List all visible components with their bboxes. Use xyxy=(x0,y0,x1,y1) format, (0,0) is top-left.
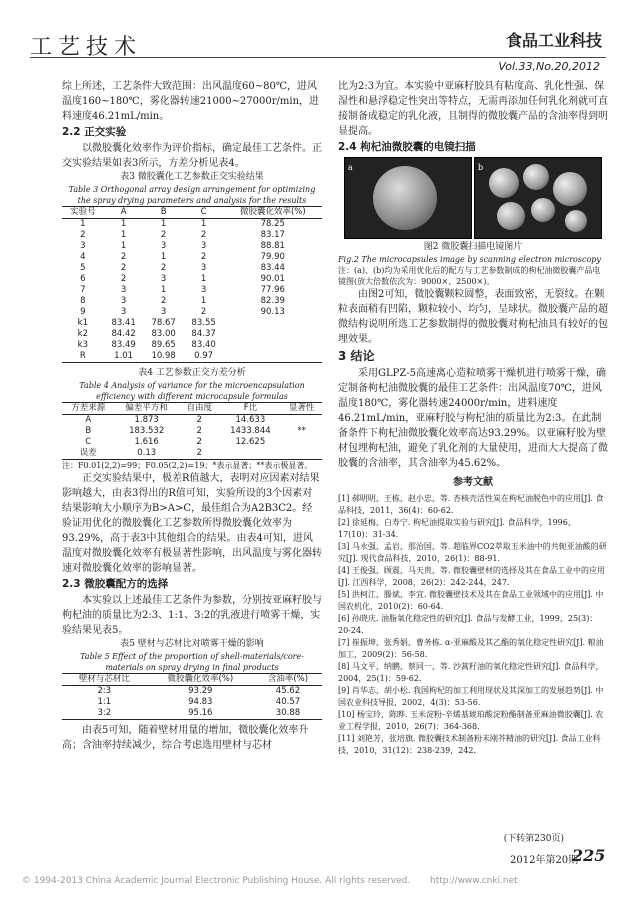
table-cell: 82.39 xyxy=(260,296,285,306)
table-cell: 83.17 xyxy=(260,230,285,240)
table-header: B xyxy=(160,207,167,217)
table-cell: 2 xyxy=(196,448,202,458)
table-cell: 83.40 xyxy=(191,340,216,350)
table-cell: 3 xyxy=(120,296,127,306)
table-header: 含油率(%) xyxy=(267,674,309,684)
table-cell: 93.29 xyxy=(188,686,213,696)
table-cell: 3 xyxy=(160,274,167,284)
reference-item: [3] 马永强，孟岩，那治国，等. 超临界CO2萃取玉米油中的共轭亚油酸的研究[J]. 现代食品科技，2010，26(1)：88-91. xyxy=(338,542,607,563)
table-cell: 2 xyxy=(120,252,127,262)
table-cell: 2 xyxy=(200,307,207,317)
table-cell: 1433.844 xyxy=(230,426,271,436)
table-header: 显著性 xyxy=(288,403,315,413)
table-cell: 1 xyxy=(160,219,167,229)
table-cell: 3 xyxy=(120,285,127,295)
table-cell xyxy=(281,415,322,427)
paragraph: 由图2可知，微胶囊颗粒圆整，表面致密，无裂纹。在颗粒表面稍有凹陷，颗粒较小、均匀，呈球状。微胶囊产品的超微结构说明所选工艺参数制得的微胶囊对枸杞油具有较好的包埋效果。 xyxy=(338,289,608,345)
table-row xyxy=(62,263,322,274)
table-3 xyxy=(62,206,322,363)
table-row xyxy=(62,426,322,437)
table-cell: 9 xyxy=(80,307,86,317)
table-caption: 表3 微胶囊化工艺参数正交实验结果 xyxy=(120,172,264,182)
table-cell: 3 xyxy=(200,285,207,295)
header-rule xyxy=(30,57,606,58)
footer-url: http://www.cnki.net xyxy=(430,876,518,886)
table-cell: 88.81 xyxy=(260,241,285,251)
table-cell: 3 xyxy=(200,263,207,273)
table-cell: 183.532 xyxy=(129,426,165,436)
table-cell: 1.616 xyxy=(134,437,159,447)
paragraph: 本实验以上述最佳工艺条件为参数，分别按亚麻籽胶与枸杞油的质量比为2:3、1:1、3:2的乳液进行喷雾干燥，实验结果见表5。 xyxy=(62,595,322,636)
figure-caption-en: Fig.2 The microcapsules image by scanning electron microscopy xyxy=(338,255,601,264)
table-cell: 1:1 xyxy=(97,697,112,707)
table-cell: 83.55 xyxy=(191,318,216,328)
table-cell: R xyxy=(79,351,86,361)
table-caption-en: Table 5 Effect of the proportion of shell-materials/core-materials on spray drying in final products xyxy=(80,652,304,672)
table-cell: 2 xyxy=(160,230,167,240)
table-cell: 45.62 xyxy=(275,686,301,696)
section-heading: 2.2 正交实验 xyxy=(62,126,127,138)
table-cell: 94.83 xyxy=(188,697,213,707)
table-cell: 40.57 xyxy=(275,697,301,707)
table-cell: 2 xyxy=(80,230,86,240)
table-cell: 30.88 xyxy=(275,708,301,718)
table-cell: 2 xyxy=(160,296,167,306)
table-cell: 2:3 xyxy=(97,686,112,696)
reference-item: [2] 徐延梅，白寿宁. 枸杞油提取实验与研究[J]. 食品科学，1996，17(10)：31-34. xyxy=(338,518,576,539)
table-cell xyxy=(220,448,282,460)
references-title: 参考文献 xyxy=(453,477,493,488)
table-row xyxy=(62,437,322,448)
sem-figure xyxy=(338,157,608,239)
table-cell: 2 xyxy=(196,426,202,436)
table-header: 偏差平方和 xyxy=(125,403,168,413)
table-cell xyxy=(281,437,322,448)
table-4 xyxy=(62,402,322,460)
table-cell: 77.96 xyxy=(260,285,285,295)
table-cell: k1 xyxy=(77,318,88,328)
table-cell: 6 xyxy=(80,274,86,284)
table-cell: 90.01 xyxy=(260,274,285,284)
table-cell: 78.25 xyxy=(260,219,285,229)
table-header: 方差来源 xyxy=(71,403,106,413)
figure-panel-label: a xyxy=(348,163,353,172)
table-row xyxy=(62,318,322,329)
sem-image-b xyxy=(474,157,602,239)
table-cell: 90.13 xyxy=(260,307,285,317)
table-cell: 8 xyxy=(80,296,86,306)
table-cell: 1 xyxy=(80,219,86,229)
continued-note: (下转第230页) xyxy=(503,834,564,844)
table-cell: 3:2 xyxy=(97,708,112,718)
table-cell xyxy=(281,448,322,460)
paragraph: 以微胶囊化效率作为评价指标，确定最佳工艺条件。正交实验结果如表3所示，方差分析见表4。 xyxy=(62,143,322,169)
table-cell: ** xyxy=(297,426,306,436)
table-cell: 7 xyxy=(80,285,86,295)
table-cell: k2 xyxy=(77,329,88,339)
table-cell: C xyxy=(85,437,92,447)
page-number: 225 xyxy=(572,846,606,865)
table-cell: 2 xyxy=(160,263,167,273)
table-row xyxy=(62,708,322,720)
table-header: 实验号 xyxy=(70,207,96,217)
section-heading: 2.4 枸杞油微胶囊的电镜扫描 xyxy=(338,141,476,153)
table-cell: 14.633 xyxy=(235,415,266,425)
table-cell: 2 xyxy=(196,415,202,425)
table-cell: 0.13 xyxy=(137,448,157,458)
table-caption-en: Table 3 Orthogonal array design arrangement for optimizing the spray drying parameters and analysis for the results xyxy=(68,185,316,205)
table-cell: 83.41 xyxy=(111,318,136,328)
reference-item: [6] 孙晓庆. 油脂氧化稳定性的研究[J]. 食品与发酵工业，1999，25(3)：20-24. xyxy=(338,614,598,635)
table-cell: 83.49 xyxy=(111,340,136,350)
table-cell: 10.98 xyxy=(151,351,176,361)
table-header: A xyxy=(120,207,127,217)
table-cell: 78.67 xyxy=(151,318,176,328)
table-5 xyxy=(62,673,322,720)
table-cell: 5 xyxy=(80,263,86,273)
table-header: F比 xyxy=(243,403,258,413)
table-cell: 0.97 xyxy=(194,351,214,361)
table-cell: 1 xyxy=(200,274,207,284)
right-column xyxy=(338,79,608,757)
table-cell: 1 xyxy=(200,296,207,306)
table-row xyxy=(62,274,322,285)
references-list xyxy=(338,493,608,757)
table-cell: 1.873 xyxy=(134,415,159,425)
reference-item: [7] 崔振坤，张秀娟，曹务栋. α-亚麻酸及其乙酯的氧化稳定性研究[J]. 粮油加工，2009(2)：56-58. xyxy=(338,638,604,659)
figure-panel-label: b xyxy=(478,163,484,172)
reference-item: [10] 杨宝玲，陈晔. 玉米淀粉-辛烯基琥珀酸淀粉酯制备亚麻油微胶囊[J]. 农业工程学报，2010，26(7)：364-368. xyxy=(338,710,604,731)
table-row xyxy=(62,219,322,231)
reference-item: [1] 郝明明，王栋，赵小忠，等. 杏核壳活性炭在枸杞油脱色中的应用[J]. 食品科技，2011，36(4)：60-62. xyxy=(338,494,604,515)
table-cell: 84.37 xyxy=(191,329,216,339)
section-heading: 3 结论 xyxy=(338,349,375,363)
table-cell: 1 xyxy=(200,219,207,229)
table-row xyxy=(62,340,322,351)
figure-caption: 图2 微胶囊扫描电镜图片 xyxy=(423,242,523,252)
table-header: 自由度 xyxy=(186,403,212,413)
table-cell: 1 xyxy=(160,252,167,262)
left-column xyxy=(62,79,322,753)
reference-item: [8] 马文平，纳鹏，蔡同一，等. 沙蒿籽油的氧化稳定性研究[J]. 食品科学，2004，25(1)：59-62. xyxy=(338,662,604,683)
table-cell: 1 xyxy=(120,219,127,229)
table-header: 微胶囊化效率(%) xyxy=(239,207,306,217)
table-caption-en: Table 4 Analysis of variance for the microencapsulation efficiency with different microcapsule formulas xyxy=(79,381,305,401)
table-cell: 4 xyxy=(80,252,86,262)
table-row xyxy=(62,448,322,460)
table-cell: 3 xyxy=(160,307,167,317)
table-cell: A xyxy=(85,415,92,425)
table-row xyxy=(62,241,322,252)
reference-item: [9] 肖华志，胡小松. 我国枸杞的加工利用现状及其深加工的发展趋势[J]. 中国农业科技导报，2002，4(3)：53-56. xyxy=(338,686,604,707)
table-row xyxy=(62,285,322,296)
table-cell: 2 xyxy=(200,230,207,240)
journal-name: 食品工业科技 xyxy=(505,31,602,50)
table-caption: 表4 工艺参数正交方差分析 xyxy=(138,368,246,378)
table-cell: 83.00 xyxy=(151,329,176,339)
table-row xyxy=(62,296,322,307)
table-cell: 3 xyxy=(120,307,127,317)
table-caption: 表5 壁材与芯材比对喷雾干燥的影响 xyxy=(120,639,264,649)
figure-note: 注：(a)、(b)均为采用优化后的配方与工艺参数制成的枸杞油微胶囊产品电镜图(放大倍数依次为：9000×、2500×)。 xyxy=(338,266,601,286)
table-cell: B xyxy=(85,426,92,436)
section-title: 工艺技术 xyxy=(30,35,143,60)
paragraph: 正交实验结果中，极差R值越大，表明对应因素对结果影响越大，由表3得出的R值可知，实验所设的3个因素对结果影响大小顺序为B>A>C，最佳组合为A2B3C2。经验证用优化的微胶囊化工艺参数所得微胶囊化效率为93.29%，高于表3中其他组合的结果。由表4可知，进风温度对微胶囊化效率有极显著性影响，出风温度与雾化器转速对微胶囊化效率的影响显著。 xyxy=(62,473,322,574)
table-header: 微胶囊化效率(%) xyxy=(167,674,234,684)
table-row xyxy=(62,329,322,340)
table-cell: 3 xyxy=(80,241,86,251)
table-header: C xyxy=(200,207,207,217)
table-cell: 2 xyxy=(120,274,127,284)
table-cell: 2 xyxy=(196,437,202,447)
table-cell: 3 xyxy=(200,241,207,251)
table-cell: 1 xyxy=(120,230,127,240)
table-cell: 2 xyxy=(200,252,207,262)
table-cell: 1 xyxy=(160,285,167,295)
table-row xyxy=(62,307,322,318)
table-cell: 83.44 xyxy=(260,263,285,273)
paragraph: 采用GLPZ-5高速离心造粒喷雾干燥机进行喷雾干燥，确定制备枸杞油微胶囊的最佳工艺条件：出风温度70℃，进风温度180℃，雾化器转速24000r/min，进料速度46.21mL/min，亚麻籽胶与枸杞油的质量比为2:3。在此制备条件下枸杞油微胶囊化效率高达93.29%。以亚麻籽胶为壁材包埋枸杞油，避免了乳化剂的大量使用，进而大大提高了微胶囊的含油率，其含油率为45.62%。 xyxy=(338,368,608,469)
table-cell: 12.625 xyxy=(235,437,266,447)
reference-item: [11] 刘艳芳，张培旗. 微胶囊技术制备粉末刚芥精油的研究[J]. 食品工业科技，2010，31(12)：238-239，242. xyxy=(338,734,601,755)
table-cell: 2 xyxy=(120,263,127,273)
sem-image-a xyxy=(344,157,472,239)
paragraph: 由表5可知，随着壁材用量的增加，微胶囊化效率升高；含油率持续减少，综合考虑选用壁材与芯材 xyxy=(62,725,309,751)
table-row xyxy=(62,230,322,241)
issue-label: 2012年第20期 xyxy=(510,855,579,866)
table-row xyxy=(62,697,322,708)
reference-item: [5] 洪柯江，滕斌，李宜. 微胶囊壁技术及其在食品工业领域中的应用[J]. 中国农机化，2010(2)：60-64. xyxy=(338,590,604,611)
table-cell: 95.16 xyxy=(188,708,213,718)
table-row xyxy=(62,252,322,263)
table-note: 注：F0.01(2,2)=99；F0.05(2,2)=19；*表示显著；**表示极显著。 xyxy=(62,461,313,470)
table-header: 壁材与芯材比 xyxy=(78,674,130,684)
copyright: © 1994-2013 China Academic Journal Electronic Publishing House. All rights reserved. xyxy=(22,876,411,886)
table-cell: 误差 xyxy=(79,448,97,458)
table-cell: 3 xyxy=(160,241,167,251)
paragraph: 综上所述，工艺条件大致范围：出风温度60~80℃，进风温度160~180℃，雾化器转速21000~27000r/min，进料速度46.21mL/min。 xyxy=(62,81,320,122)
table-cell: 79.90 xyxy=(260,252,285,262)
table-cell: 89.65 xyxy=(151,340,176,350)
table-row xyxy=(62,415,322,427)
table-cell: 1.01 xyxy=(114,351,134,361)
table-cell: k3 xyxy=(77,340,88,350)
table-row xyxy=(62,686,322,698)
reference-item: [4] 王俊强，顾震，马天贵，等. 微胶囊壁材的选择及其在食品工业中的应用[J]. 江西科学，2008，26(2)：242-244，247. xyxy=(338,566,605,587)
volume-info: Vol.33,No.20,2012 xyxy=(498,60,600,73)
paragraph: 比为2:3为宜。本实验中亚麻籽胶具有粘度高、乳化性强、保湿性和悬浮稳定性突出等特点，无需再添加任何乳化剂就可直接制备成稳定的乳化液，且制得的微胶囊产品的含油率得到明显提高。 xyxy=(338,81,608,137)
section-heading: 2.3 微胶囊配方的选择 xyxy=(62,578,169,590)
table-cell: 1 xyxy=(120,241,127,251)
table-cell: 84.42 xyxy=(111,329,136,339)
table-row xyxy=(62,351,322,363)
